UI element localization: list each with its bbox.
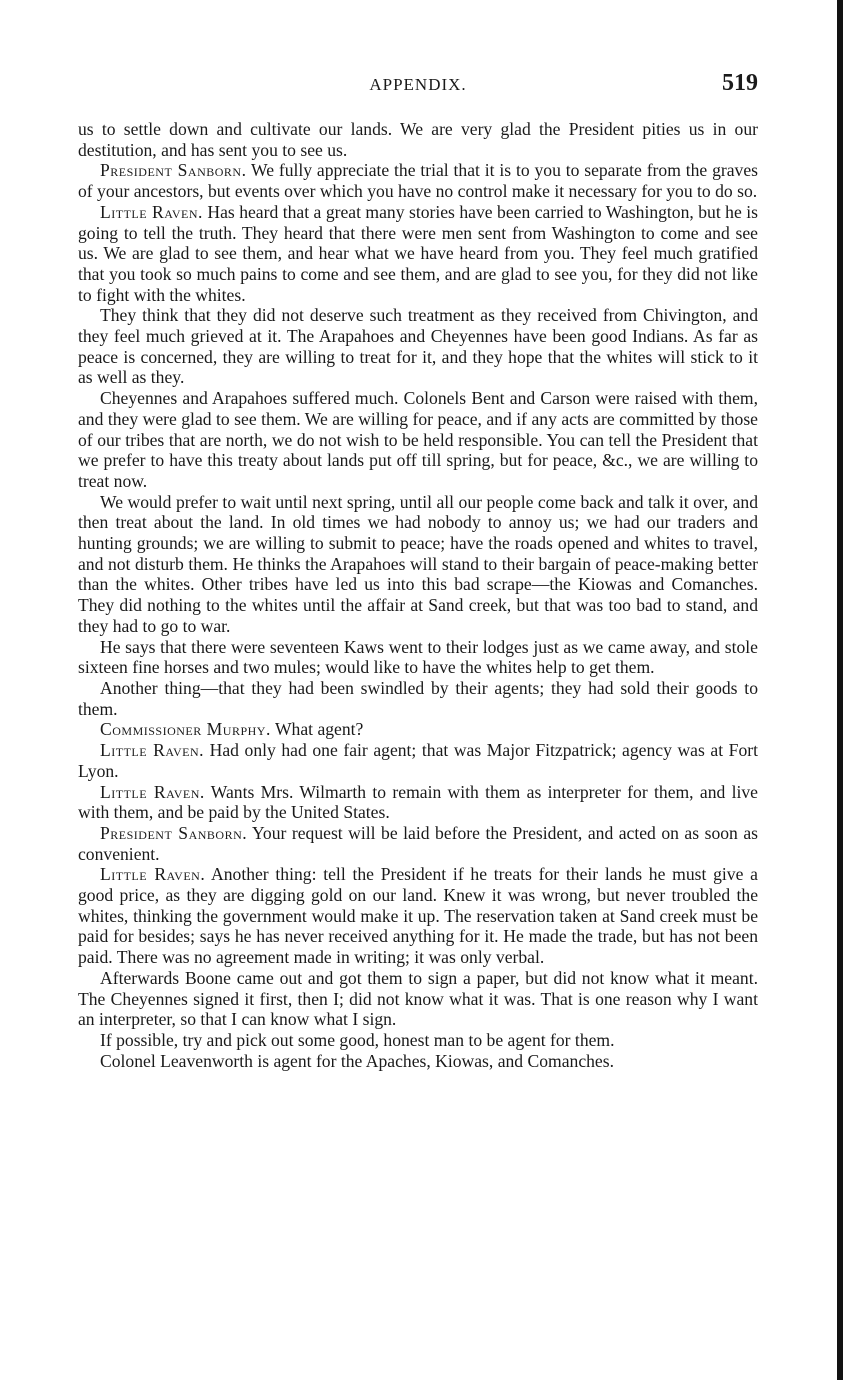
paragraph-text: If possible, try and pick out some good, honest man to be agent for them. xyxy=(100,1029,615,1050)
body-text xyxy=(78,119,758,1071)
paragraph-text: Colonel Leavenworth is agent for the Apaches, Kiowas, and Comanches. xyxy=(100,1050,614,1071)
paragraph-text: What agent? xyxy=(270,719,364,740)
paragraph xyxy=(78,492,758,637)
paragraph-text: Had only had one fair agent; that was Major Fitzpatrick; agency was at Fort Lyon. xyxy=(78,740,758,781)
paragraph-text: Afterwards Boone came out and got them to sign a paper, but did not know what it meant. The Cheyennes signed it first, then I; did not know what it was. That is one reason why I want an interpreter, so that I can know what I sign. xyxy=(78,967,758,1030)
paragraph-text: We would prefer to wait until next spring, until all our people come back and talk it over, and then treat about the land. In old times we had nobody to annoy us; we had our traders and hunting grounds; we are willing to submit to peace; have the roads opened and whites to travel, and not disturb them. He thinks the Arapahoes will stand to their bargain of peace-making better than the whites. Other tribes have led us into this bad scrape—the Kiowas and Comanches. They did nothing to the whites until the affair at Sand creek, but that was too bad to stand, and they had to go to war. xyxy=(78,491,758,636)
paragraph xyxy=(78,202,758,306)
speaker-name: Little Raven. xyxy=(100,201,203,222)
speaker-name: Little Raven. xyxy=(100,740,205,761)
paragraph xyxy=(78,1030,758,1051)
speaker-name: President Sanborn. xyxy=(100,822,248,843)
paragraph xyxy=(78,305,758,388)
paragraph-text: us to settle down and cultivate our lands. We are very glad the President pities us in our destitution, and has sent you to see us. xyxy=(78,119,758,160)
paragraph xyxy=(78,119,758,160)
paragraph-text: Wants Mrs. Wilmarth to remain with them as interpreter for them, and live with them, and be paid by the United States. xyxy=(78,781,758,823)
speaker-name: President Sanborn. xyxy=(100,160,247,181)
paragraph-text: Your request will be laid before the President, and acted on as soon as convenient. xyxy=(78,822,758,864)
speaker-name: Little Raven. xyxy=(100,781,205,802)
paragraph xyxy=(78,864,758,968)
paragraph xyxy=(78,740,758,781)
paragraph-text: Cheyennes and Arapahoes suffered much. Colonels Bent and Carson were raised with them, and they were glad to see them. We are willing for peace, and if any acts are committed by those of our tribes that are north, we do not wish to be held responsible. You can tell the President that we prefer to have this treaty about lands put off till spring, but for peace, &c., we are willing to treat now. xyxy=(78,388,758,491)
paragraph-text: He says that there were seventeen Kaws went to their lodges just as we came away, and stole sixteen fine horses and two mules; would like to have the whites help to get them. xyxy=(78,636,758,678)
page-header xyxy=(78,70,758,100)
paragraph xyxy=(78,719,758,740)
paragraph xyxy=(78,637,758,678)
paragraph-text: They think that they did not deserve such treatment as they received from Chivington, and they feel much grieved at it. The Arapahoes and Cheyennes have been good Indians. As far as peace is concerned, they are willing to treat for it, and they hope that the whites will stick to it as well as they. xyxy=(78,305,758,388)
running-head: APPENDIX. xyxy=(369,75,467,94)
page-edge xyxy=(837,0,843,1380)
paragraph xyxy=(78,823,758,864)
paragraph xyxy=(78,782,758,823)
speaker-name: Little Raven. xyxy=(100,864,206,885)
paragraph xyxy=(78,678,758,719)
paragraph xyxy=(78,160,758,201)
paragraph-text: We fully appreciate the trial that it is to you to separate from the graves of your ancestors, but events over which you have no control make it necessary for you to do so. xyxy=(78,160,758,202)
paragraph xyxy=(78,1051,758,1072)
paragraph-text: Has heard that a great many stories have been carried to Washington, but he is going to tell the truth. They heard that there were men sent from Washington to come and see us. We are glad to see them, and hear what we have heard from you. They feel much gratified that you took so much pains to come and see them, and are glad to see you, for they did not like to fight with the whites. xyxy=(78,201,758,305)
paragraph xyxy=(78,968,758,1030)
page-number: 519 xyxy=(722,70,758,96)
paragraph-text: Another thing: tell the President if he treats for their lands he must give a good price, as they are digging gold on our land. Knew it was wrong, but never troubled the whites, thinking the government would make it up. The reservation taken at Sand creek must be paid for besides; says he has never received anything for it. He made the trade, but has not been paid. There was no agreement made in writing; it was only verbal. xyxy=(78,864,758,968)
speaker-name: Commissioner Murphy. xyxy=(100,719,271,740)
paragraph xyxy=(78,388,758,492)
paragraph-text: Another thing—that they had been swindled by their agents; they had sold their goods to them. xyxy=(78,677,758,719)
